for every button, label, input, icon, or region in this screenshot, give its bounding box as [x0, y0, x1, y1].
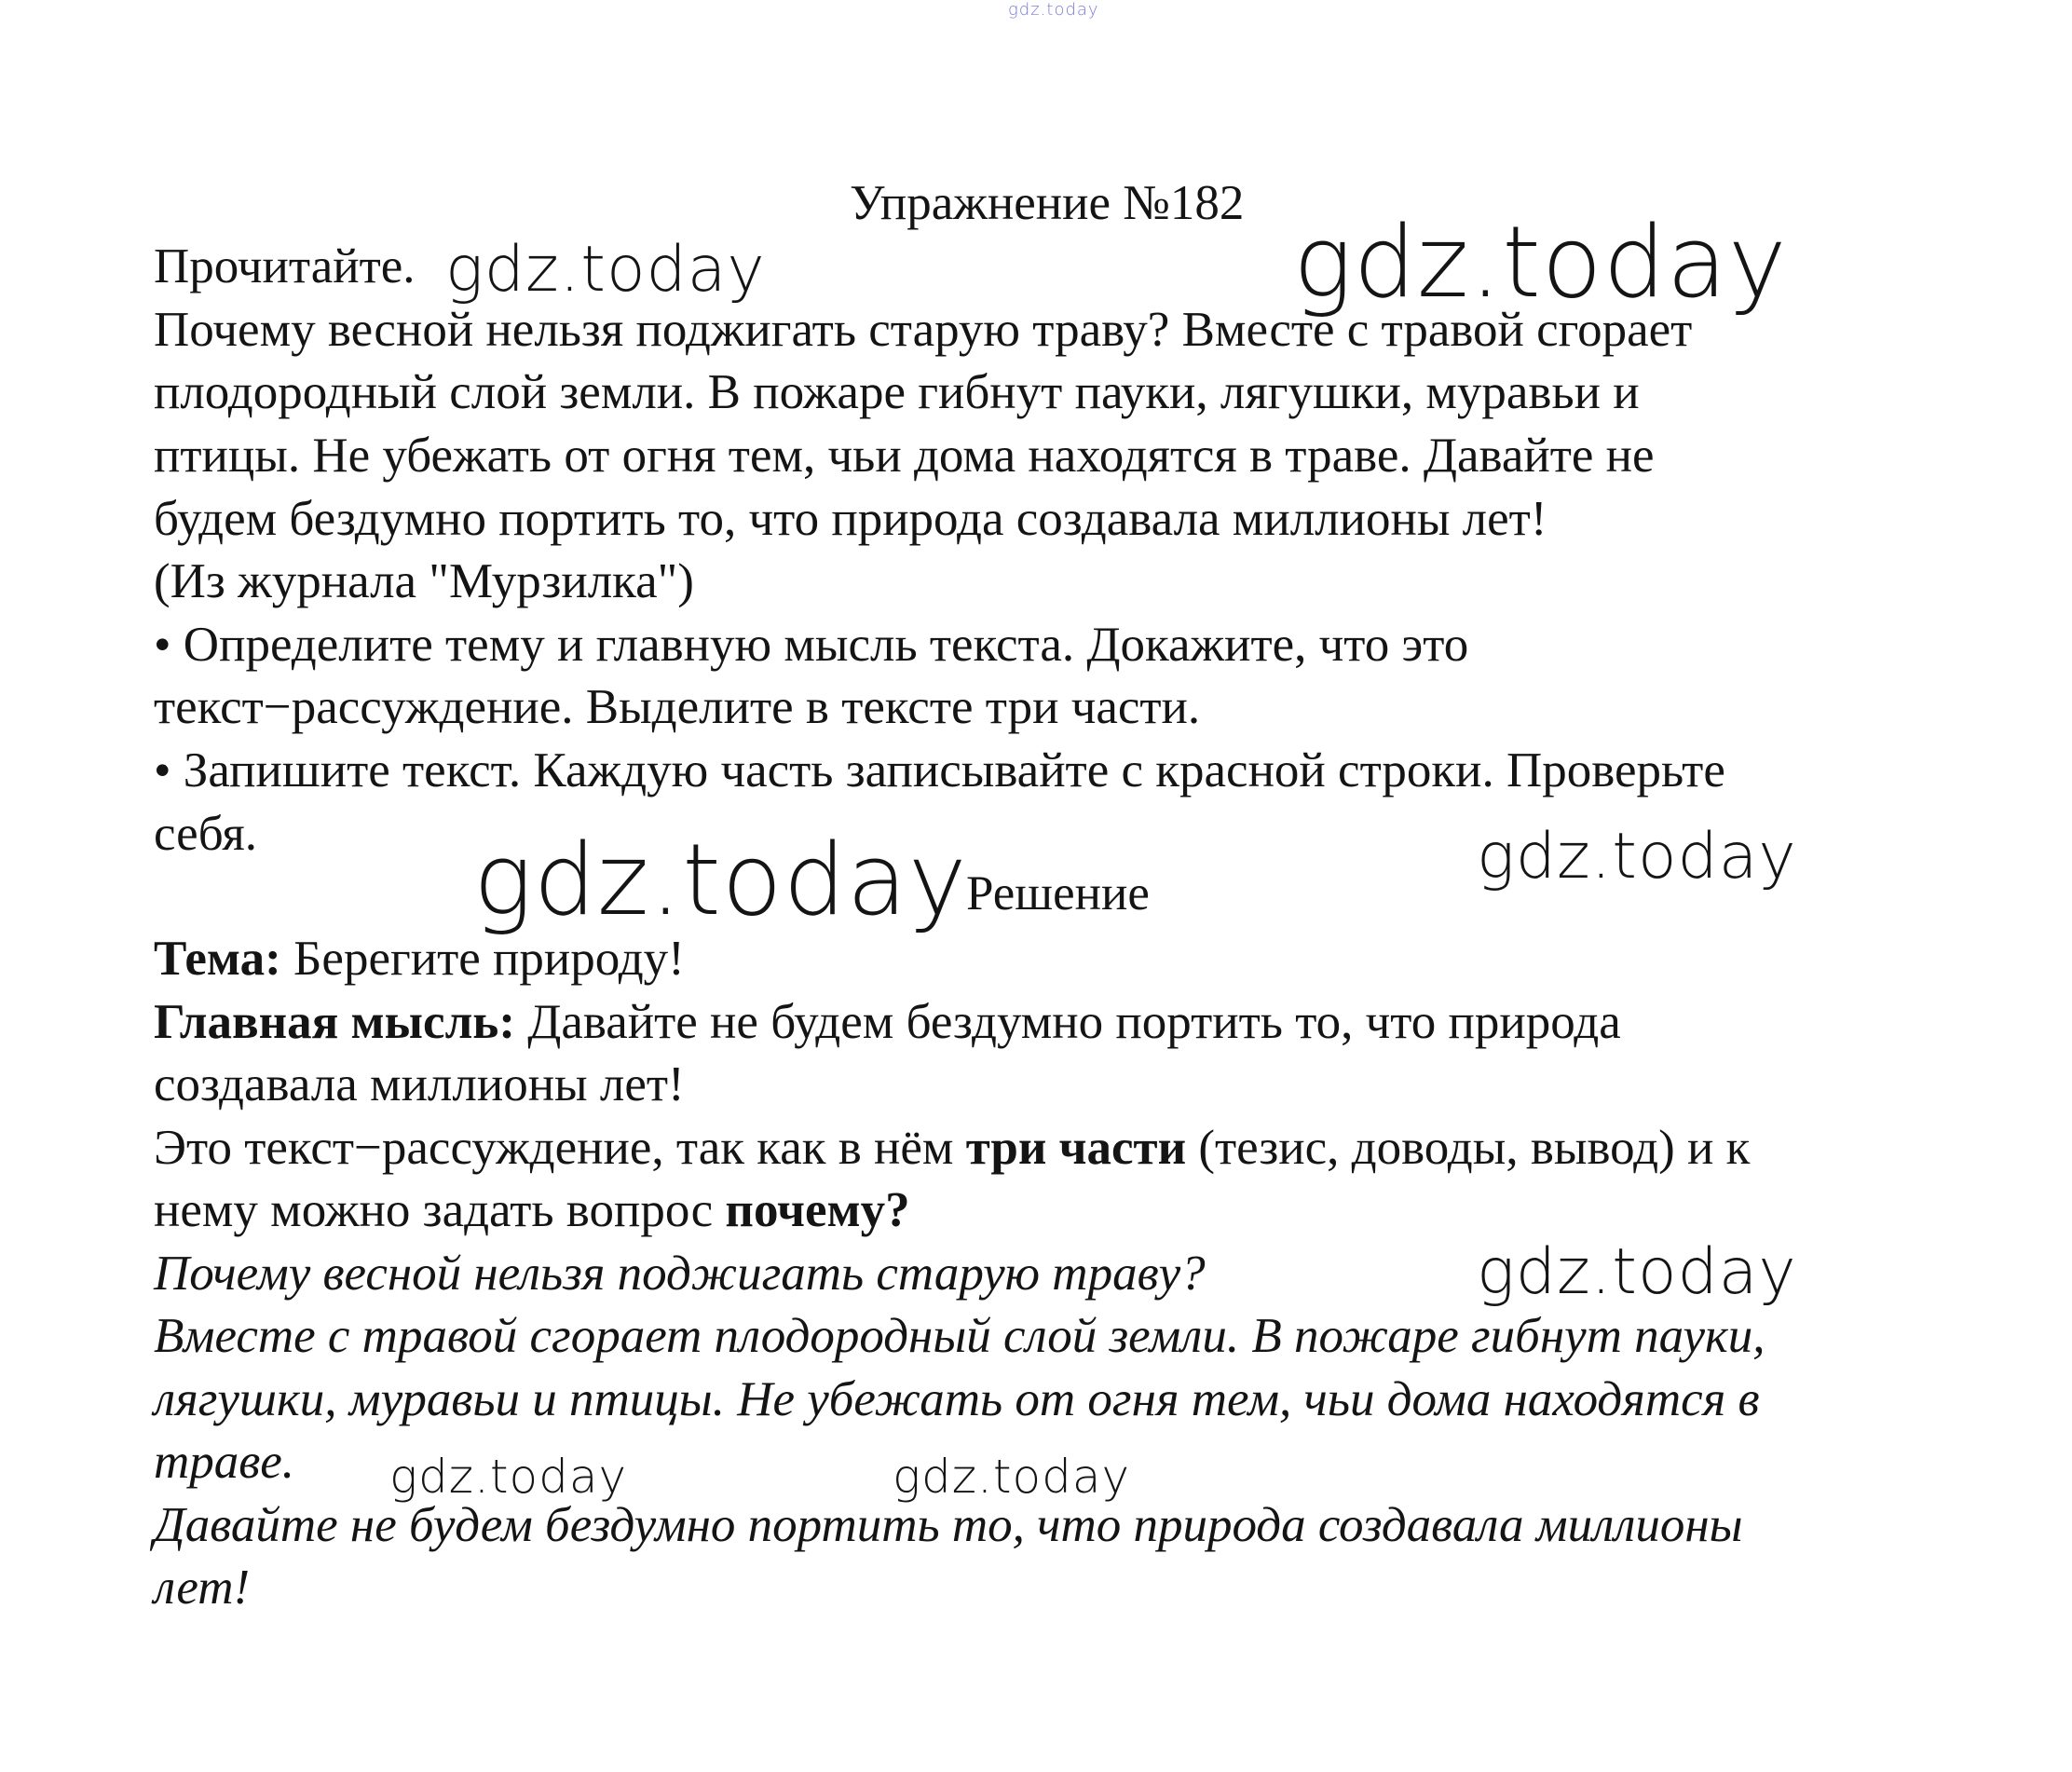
idea-label: Главная мысль:: [154, 995, 515, 1049]
italic-line-1: Почему весной нельзя поджигать старую траву?: [154, 1247, 1206, 1301]
text-line-4: будем бездумно портить то, что природа создавала миллионы лет!: [154, 492, 1547, 546]
idea-line-1: [154, 991, 1621, 1054]
reasoning-line-2: [154, 1179, 910, 1242]
task-line-1: • Определите тему и главную мысль текста. Докажите, что это: [154, 618, 1469, 672]
italic-line-4: траве.: [154, 1435, 295, 1489]
watermark-7: gdz.today: [893, 1450, 1131, 1504]
task-line-4: себя.: [154, 807, 257, 861]
idea-value-1: Давайте не будем бездумно портить то, что природа: [514, 995, 1621, 1049]
watermark-5: gdz.today: [1477, 1235, 1797, 1309]
watermark-top: gdz.today: [1008, 0, 1099, 20]
exercise-instruction: Прочитайте.: [154, 239, 416, 293]
theme-value: Берегите природу!: [280, 932, 685, 986]
italic-line-3: лягушки, муравьи и птицы. Не убежать от огня тем, чьи дома находятся в: [154, 1372, 1760, 1426]
reasoning-text-c: (тезис, доводы, вывод) и к: [1186, 1121, 1751, 1175]
reasoning-line-1: [154, 1117, 1750, 1179]
idea-line-2: создавала миллионы лет!: [154, 1057, 685, 1111]
watermark-1: gdz.today: [445, 233, 766, 307]
task-line-2: текст−рассуждение. Выделите в тексте три части.: [154, 680, 1201, 734]
task-line-3: • Запишите текст. Каждую часть записывайте с красной строки. Проверьте: [154, 743, 1725, 797]
italic-line-5: Давайте не будем бездумно портить то, что природа создавала миллионы: [154, 1498, 1743, 1552]
exercise-title: Упражнение №182: [850, 176, 1245, 230]
text-source: (Из журнала "Мурзилка"): [154, 554, 694, 608]
text-line-2: плодородный слой земли. В пожаре гибнут пауки, лягушки, муравьи и: [154, 365, 1640, 419]
text-line-3: птицы. Не убежать от огня тем, чьи дома находятся в траве. Давайте не: [154, 429, 1655, 483]
watermark-4: gdz.today: [1477, 820, 1797, 893]
text-line-1: Почему весной нельзя поджигать старую траву? Вместе с травой сгорает: [154, 303, 1693, 357]
theme-label: Тема:: [154, 932, 281, 986]
reasoning-text-bold: три части: [965, 1121, 1187, 1175]
solution-heading: Решение: [966, 866, 1150, 920]
theme-line: [154, 928, 685, 990]
watermark-3: gdz.today: [473, 823, 968, 937]
reasoning-text-2b: почему?: [725, 1183, 910, 1237]
reasoning-text-2a: нему можно задать вопрос: [154, 1183, 726, 1237]
italic-line-2: Вместе с травой сгорает плодородный слой земли. В пожаре гибнут пауки,: [154, 1309, 1765, 1363]
italic-line-6: лет!: [154, 1561, 251, 1615]
watermark-6: gdz.today: [389, 1450, 628, 1504]
reasoning-text-a: Это текст−рассуждение, так как в нём: [154, 1121, 966, 1175]
watermark-2: gdz.today: [1293, 205, 1788, 320]
